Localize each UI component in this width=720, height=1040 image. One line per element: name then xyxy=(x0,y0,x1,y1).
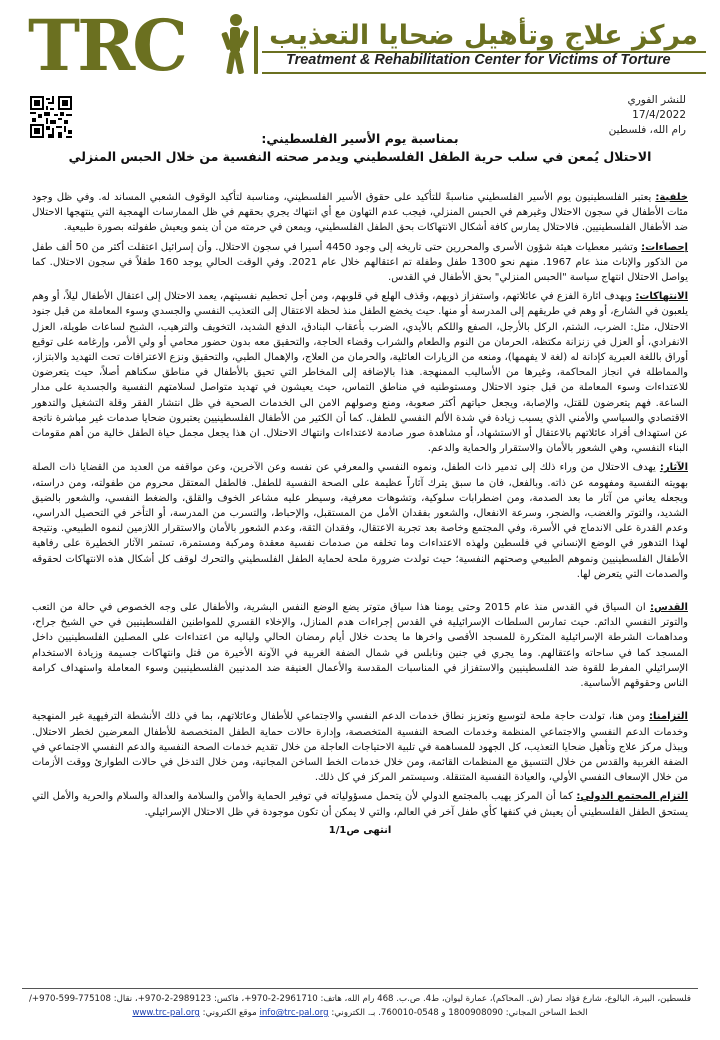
paragraph-text: يهدف الاحتلال من وراء ذلك إلى تدمير ذات الطفل، ونموه النفسي والمعرفي عن نفسه وعن الآخرين، وعن مواقفه من العديد من القضايا ذات الصلة بهويته النفسية ومفهومه عن ذاته. وبالفعل، فان ما سبق يترك آثاراً عظيمة على الصحة النفسية للطفل. فالطفل المعتقل محروم من طفولته، ومن دراسته، ويجعله يعاني من آثار ما بعد الصدمة، ومن اضطرابات سلوكية، وتشوهات معرفية، وسيطر عليه مشاعر الخوف والقلق، والضغط النفسي، والشعور بالضيق الشديد، والتوتر والغضب، والضجر، وسرعة الانفعال، والشعور بفقدان الأمل من المستقبل، والإحباط، والتسرب من المدرسة، أو التأخر في التحصيل الدراسي، وعدم القدرة على الاندماج في الأسرة، وفي المجتمع وخاصة بعد تجربة الاعتقال، وفقدان الثقة، وعدم الشعور بالأمان والاستقرار اللازمين لنموه الطبيعي. ونتيجة لهذا التدهور في الوضع الإنساني في فلسطين ولهذه الاعتداءات وما تخلفه من صدمات نفسية معقدة ومركبة ومستمرة، تستمر الآثار الخطيرة على رفاهية الأطفال الفلسطينيين ونموهم الطبيعي وصحتهم النفسية؛ حيث تولدت ضرورة ملحة لحماية الطفل الفلسطيني والتحرك لوقف كل أشكال هذه الانتهاكات لحقوقه والصدمات التي يتعرض لها. xyxy=(32,462,688,580)
paragraph-text: ويهدف اثارة الفزع في عائلاتهم، واستفزاز ذويهم، وقذف الهلع في قلوبهم، ومن أجل تحطيم نفسيتهم، يعمد الاحتلال إلى اعتقال الأطفال ليلاً، أو وهم يلعبون في الشارع، أو وهم في طريقهم إلى المدرسة أو منها. حيث يخضع الطفل منذ لحظة الاعتقال إلى التعذيب النفسي والجسدي وسوء المعاملة من قبل جنود الاحتلال، مثل: الضرب، الشتم، الركل بالأرجل، الصفع واللكم بالأيدي، الضرب بأعقاب البنادق، الدفع الشديد، التخويف والترهيب، الشبح لساعات طويلة، العزل الانفرادي، أو العزل في زنزانة مكتظة، الحرمان من النوم والطعام والشراب وقضاء الحاجة، والتحقيق معه بدون حضور محامي أو ولي الأمر، وإرغامه على توقيع أوراق باللغة العبرية كإدانة له (لغة لا يفهمها)، ومنعه من الزيارات العائلية، والحرمان من العلاج، والإهمال الطبي، والتحقيق ونزع الاعترافات تحت التهديد والابتزاز، والمماطلة في انجاز المحاكمة، وغيرها من الأساليب الممنهجة. هذا بالإضافة إلى المخاطر التي تحيق بالأطفال في مناطق سكناهم أصلاً، حيث يتعرضون للاعتداءات وسوء المعاملة من قبل جنود الاحتلال ومستوطنيه في مناطق التماس، حيث يعيشون في تهديد متواصل لسلامتهم النفسية والجسدية على مدار الساعة. فهم يتعرضون للقتل، والإصابة، ويجعل حياتهم أكثر صعوبة، ومنع وصولهم الامن الى الخدمات الصحية في ظل انتشار الفقر وقلة التشغيل والتدهور الاقتصادي والسياسي والأمني الذي يسبب زيادة في شدة الألم النفسي للطفل. كما أن الكثير من الأطفال الفلسطينيين يعتبرون ضحايا صدمات غير مباشرة ناتجة عن استهداف أفراد عائلاتهم بالاعتقال أو الاستشهاد، أو مشاهدة صور صادمة لاعتداءات وانتهاك الاحتلال. ان هذا يجعل مجمل حياة الطفل خالية من أهم مقومات البناء النفسي، وهي الشعور بالأمان والاستقرار والحماية والدعم. xyxy=(32,291,688,455)
org-name-en: Treatment & Rehabilitation Center for Victims of Torture xyxy=(286,52,671,68)
footer-email-link[interactable]: info@trc-pal.org xyxy=(259,1008,329,1018)
paragraph-international xyxy=(32,789,688,819)
document-title xyxy=(40,130,680,166)
paragraph-label: الانتهاكات: xyxy=(635,291,688,303)
paragraph-statistics xyxy=(32,240,688,286)
footer-website-link[interactable]: www.trc-pal.org xyxy=(132,1008,200,1018)
footer-divider xyxy=(22,988,698,989)
paragraph-label: القدس: xyxy=(650,602,688,614)
paragraph-text: ان السياق في القدس منذ عام 2015 وحتى يومنا هذا سياق متوتر يضع الوضع النفس البشرية، والأطفال على وجه الخصوص في حالة من التعب والتوتر النفسي الدائم. حيث تمارس السلطات الإسرائيلية في القدس إجراءات هدم المنازل، والإخلاء القسري للمواطنين الفلسطينيين في حي الشيخ جراح، ومداهمات الشرطة الإسرائيلية المتكررة للمسجد الأقصى واخرها ما يحدث خلال أيام رمضان الحالي ولياليه من اعتداءات على المصلين الفلسطينيين داخل المسجد كما في ساحاته واعتقالهم. وما يجري في جنين ونابلس في شمال الضفة الغربية في الآونة الأخيرة من قتل وانتهاكات جسيمة وزيادة الاستخدام الإسرائيلي المفرط للقوة ضد الفلسطينيين والاستفزاز في المناسبات المقدسة والأعمال العنيفة ضد المدنيين الفلسطينيين وسوء المعاملة واستهداف كرامة الناس وحقوقهم الأساسية. xyxy=(32,602,688,690)
footer-site-label: موقع الكتروني: xyxy=(202,1008,257,1018)
paragraph-effects xyxy=(32,460,688,582)
document-body xyxy=(32,190,688,838)
trc-logo xyxy=(24,8,274,78)
paragraph-text: يعتبر الفلسطينيون يوم الأسير الفلسطيني مناسبةً للتأكيد على حقوق الأسير الفلسطيني، ومناسبة لتأكيد الوقوف الشعبي المساند له. وفي ظل وجود مئات الأطفال في سجون الاحتلال وغيرهم في الحبس المنزلي، فيجب عدم التهاون مع أي انتهاك يجري بحقهم في ظل الممارسات الهمجية التي ينتهجها الاحتلال ضد الأطفال الفلسطينيين. فالاحتلال يمارس كافة أشكال الانتهاكات بحق الطفل الفلسطيني، ويمعن في حرمته من أن ينمو ويعيش طفولته بصورة طبيعية. xyxy=(32,192,688,234)
end-note: انتهى ص1/1 xyxy=(328,824,392,836)
paragraph-label: خلفية: xyxy=(655,192,688,203)
paragraph-jerusalem xyxy=(32,600,688,691)
paragraph-text: ومن هنا، تولدت حاجة ملحة لتوسيع وتعزيز نطاق خدمات الدعم النفسي والاجتماعي للأطفال وعائلاتهم، بما في ذلك الأنشطة الترفيهية غير المنهجية وخدمات الدعم النفسي والاجتماعي المنظمة وخدمات الصحة النفسية المتخصصة، وإدارة حالات حماية الطفل المتخصصة للأطفال المعرضين لخطر الاحتلال. ويبذل مركز علاج وتأهيل ضحايا التعذيب، كل الجهود للمساهمة في تلبية الاحتياجات العاجلة من خلال تقديم خدمات الصحة النفسية والدعم النفسي الاجتماعي في الضفة الغربية والقدس من خلال التنسيق مع المنظمات القائمة، ومن خلال خدمات الخط الساخن المجانية، ومن خلال التدخل في حالات الطوارئ ووقت الأزمات من خلال الإسعاف النفسي الأولي، والعيادة النفسية المتنقلة. وسيستمر المركز في كل ذلك. xyxy=(32,711,688,784)
logo-text: TRC xyxy=(28,8,185,78)
release-note: للنشر الفوري xyxy=(627,94,686,106)
header-rule-bottom xyxy=(262,72,706,74)
paragraph-label: إحصاءات: xyxy=(641,241,688,253)
paragraph-text: وتشير معطيات هيئة شؤون الأسرى والمحررين حتى تاريخه إلى وجود 4450 أسيرا في سجون الاحتلال. وأن إسرائيل اعتقلت أكثر من 50 ألف طفل من الذكور والإناث منذ عام 1967. منهم نحو 1300 طفل وطفلة تم اعتقالهم خلال عام 2021. وفي الوقت الحالي يوجد 160 طفلاً في سجون الاحتلال. كما يواصل الاحتلال انتهاج سياسة "الحبس المنزلي" بحق الأطفال في القدس. xyxy=(32,241,688,284)
footer-address: فلسطين، البيرة، البالوع، شارع فؤاد نصار (ش. المحاكم)، عمارة ليوان، ط4. ص.ب. 468 رام الله، هاتف: 2961710-2-970+، فاكس: 2989123-2-970+، نقال: 775108-599-970+/ الخط الساخن المجاني: 1800908090 و 0548-760010. بـ. الكتروني: xyxy=(29,994,691,1018)
figure-icon xyxy=(221,14,258,74)
paragraph-commitment xyxy=(32,709,688,785)
header xyxy=(0,0,720,90)
org-name-ar: مركز علاج وتأهيل ضحايا التعذيب xyxy=(269,20,698,51)
paragraph-label: التزامنا: xyxy=(649,711,688,723)
paragraph-label: الآثار: xyxy=(659,462,688,474)
title-line-1: بمناسبة يوم الأسير الفلسطيني: xyxy=(261,131,459,146)
paragraph-label: التزام المجتمع الدولي: xyxy=(576,791,688,803)
paragraph-violations xyxy=(32,289,688,456)
paragraph-background xyxy=(32,190,688,236)
paragraph-text: كما أن المركز يهيب بالمجتمع الدولي لأن يتحمل مسؤولياته في توفير الحماية والأمن والسلامة والعدالة والسلام والحرية والأمل التي يستحق الطفل الفلسطيني أن يعيش في كنفها كأي طفل آخر في العالم، والتي لا يمكن أن تكون موجودة في ظل الاحتلال الإسرائيلي. xyxy=(32,791,688,818)
release-place: رام الله، فلسطين xyxy=(608,124,686,136)
title-line-2: الاحتلال يُمعن في سلب حرية الطفل الفلسطيني ويدمر صحته النفسية من خلال الحبس المنزلي xyxy=(68,149,652,164)
release-date: 17/4/2022 xyxy=(632,109,686,121)
footer xyxy=(20,992,700,1020)
